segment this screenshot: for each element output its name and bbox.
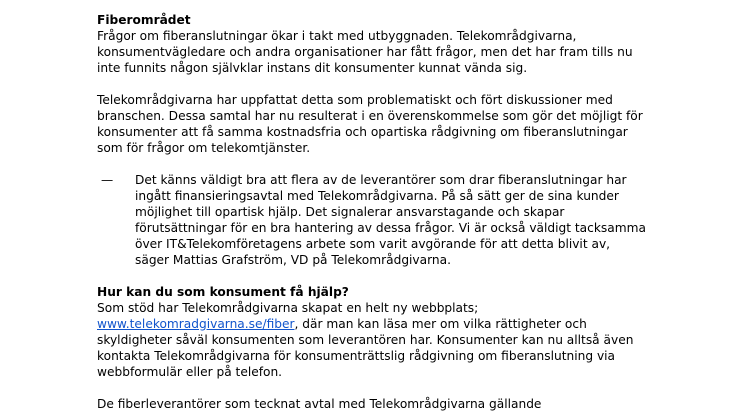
- website-text-after-link: , där man kan läsa mer om vilka rättigheter och skyldigheter såväl konsumenten som leverantören har. Konsumenter kan nu alltså även kontakta Telekområdgivarna för konsumenträttslig rådgivning om fiberanslutning via webbformulär eller på telefon.: [97, 317, 634, 379]
- paragraph-gap: [97, 76, 657, 92]
- website-text-before-link: Som stöd har Telekområdgivarna skapat en helt ny webbplats;: [97, 301, 479, 315]
- quote-block: [97, 172, 647, 268]
- quote-text: Det känns väldigt bra att flera av de leverantörer som drar fiberanslutningar har ingått finansieringsavtal med Telekområdgivarna. På så sätt ger de sina kunder möjlighet till opartisk hjälp. Det signalerar ansvarstagande och skapar förutsättningar för en bra hantering av dessa frågor. Vi är också väldigt tacksamma över IT&Telekomföretagens arbete som varit avgörande för att detta blivit av, säger Mattias Grafström, VD på Telekområdgivarna.: [135, 173, 646, 267]
- paragraph-fiber-questions: Frågor om fiberanslutningar ökar i takt med utbyggnaden. Telekområdgivarna, konsumentvägledare och andra organisationer har fått frågor, men det har fram tills nu inte funnits någon självklar instans dit konsumenter kunnat vända sig.: [97, 29, 633, 75]
- section-heading-help: Hur kan du som konsument få hjälp?: [97, 285, 349, 299]
- paragraph-gap: [97, 268, 657, 284]
- document-page: [97, 12, 657, 412]
- section-heading-fiber: Fiberområdet: [97, 13, 191, 27]
- paragraph-website-info: [97, 300, 657, 380]
- paragraph-fiber-providers: De fiberleverantörer som tecknat avtal med Telekområdgivarna gällande: [97, 397, 542, 411]
- paragraph-gap: [97, 156, 657, 172]
- quote-dash: —: [101, 173, 114, 187]
- website-link[interactable]: www.telekomradgivarna.se/fiber: [97, 317, 295, 331]
- paragraph-industry-agreement: Telekområdgivarna har uppfattat detta som problematiskt och fört diskussioner med branschen. Dessa samtal har nu resulterat i en överenskommelse som gör det möjligt för konsumenter att få samma kostnadsfria och opartiska rådgivning om fiberanslutningar som för frågor om telekomtjänster.: [97, 93, 643, 155]
- paragraph-gap: [97, 380, 657, 396]
